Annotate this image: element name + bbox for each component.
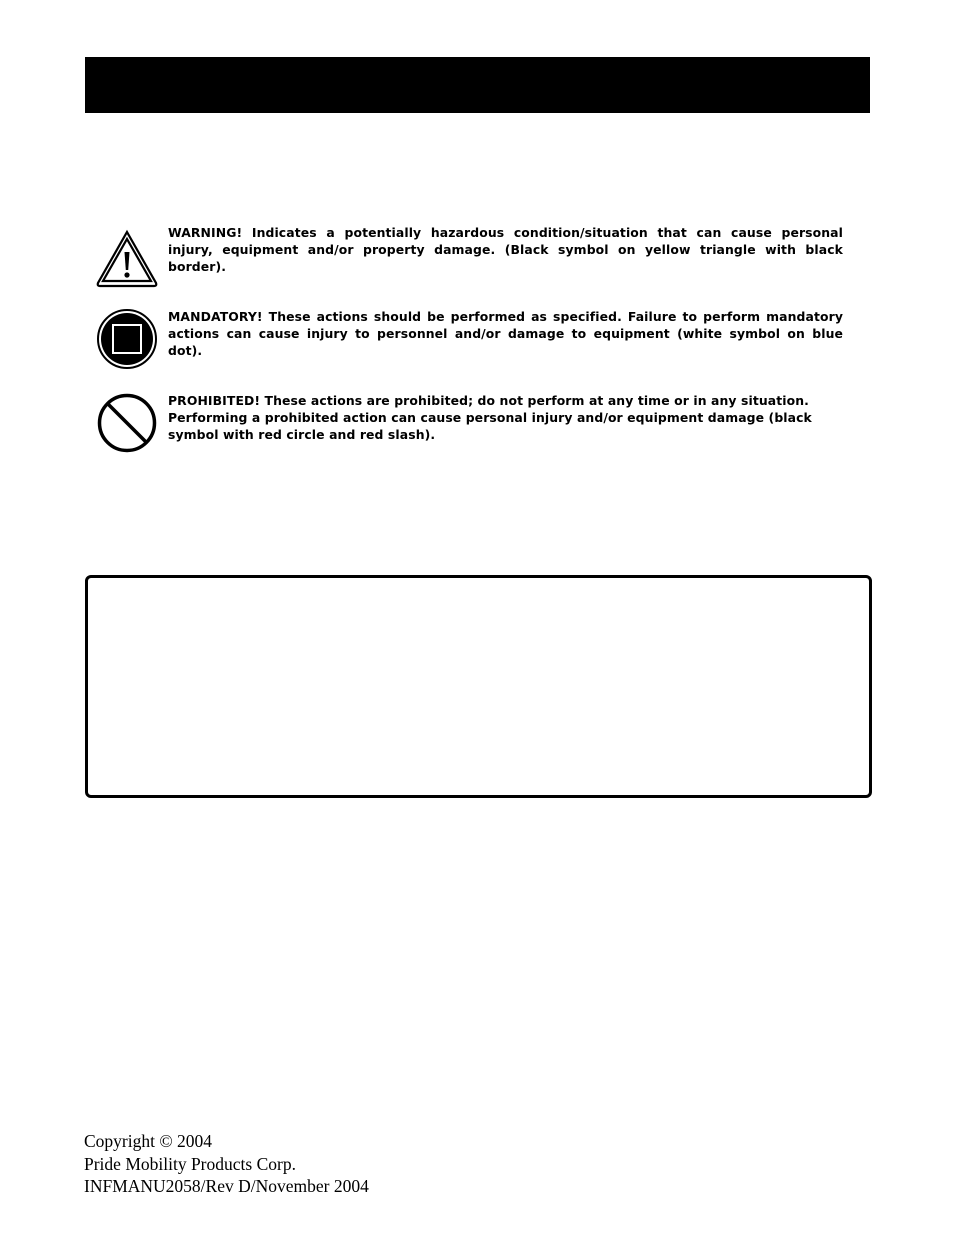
copyright-block xyxy=(84,1130,369,1198)
header-bar xyxy=(85,57,870,113)
warning-text: WARNING! Indicates a potentially hazardous condition/situation that can cause personal injury, equipment and/or property damage. (Black symbol on yellow triangle with black border). xyxy=(168,225,843,274)
copyright-line: Copyright © 2004 xyxy=(84,1131,213,1151)
mandatory-text: MANDATORY! These actions should be performed as specified. Failure to perform mandatory actions can cause injury to personnel and/or damage to equipment (white symbol on blue dot). xyxy=(168,309,843,358)
company-name: Pride Mobility Products Corp. xyxy=(84,1153,296,1174)
mandatory-square-dot-icon xyxy=(95,308,159,372)
notice-box xyxy=(85,575,872,798)
document-id: INFMANU2058/Rev D/November 2004 xyxy=(84,1176,369,1196)
warning-triangle-icon xyxy=(95,228,159,292)
prohibited-text: PROHIBITED! These actions are prohibited; do not perform at any time or in any situation. Performing a prohibited action can cause personal injury and/or equipment damage (black symbol with red circle and red slash). xyxy=(168,393,812,442)
prohibited-circle-slash-icon xyxy=(95,392,159,456)
